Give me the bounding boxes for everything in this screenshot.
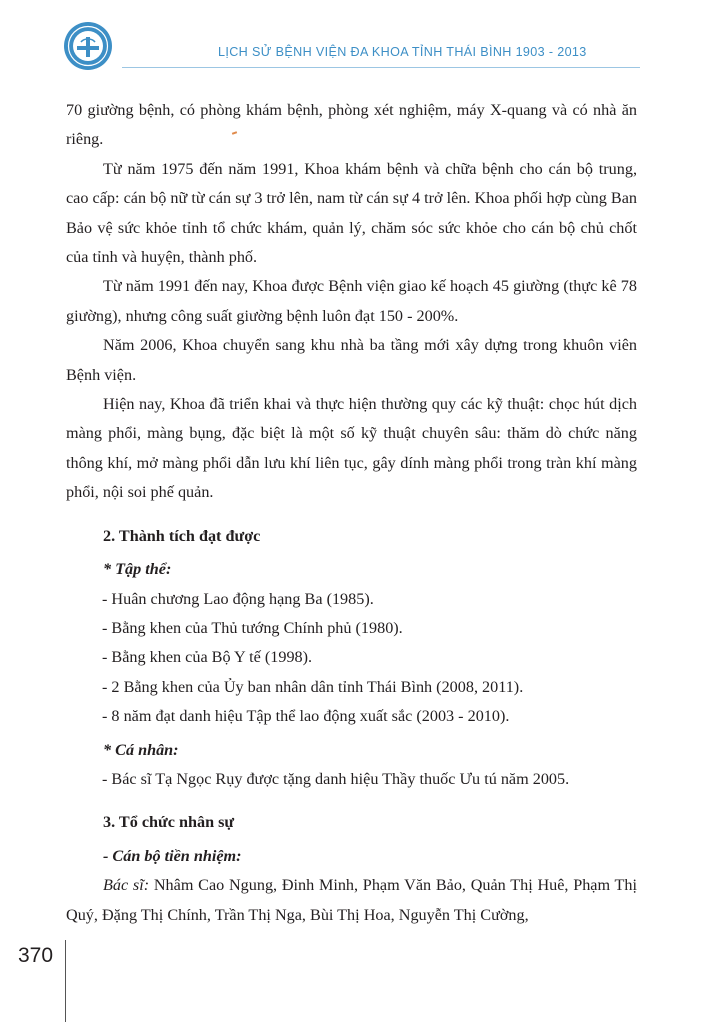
doctors-paragraph	[66, 871, 637, 930]
section-3-heading: 3. Tổ chức nhân sự	[103, 813, 235, 832]
collective-item: - Bằng khen của Bộ Y tế (1998).	[102, 648, 313, 667]
collective-item: - 8 năm đạt danh hiệu Tập thể lao động xuất sắc (2003 - 2010).	[102, 707, 510, 726]
collective-item: - Huân chương Lao động hạng Ba (1985).	[102, 589, 374, 608]
individual-item: - Bác sĩ Tạ Ngọc Rụy được tặng danh hiệu Thầy thuốc Ưu tú năm 2005.	[102, 769, 570, 788]
running-header-title: LỊCH SỬ BỆNH VIỆN ĐA KHOA TỈNH THÁI BÌNH 1903 - 2013	[218, 45, 587, 59]
page-body	[66, 96, 637, 930]
hospital-logo-icon	[62, 20, 114, 72]
paragraph-5: Hiện nay, Khoa đã triển khai và thực hiện thường quy các kỹ thuật: chọc hút dịch màng phổi, màng bụng, đặc biệt là một số kỹ thuật chuyên sâu: thăm dò chức năng thông khí, mở màng phổi dẫn lưu khí liên tục, gây dính màng phổi trong tràn khí màng phổi, nội soi phế quản.	[66, 395, 637, 502]
page-number: 370	[18, 944, 54, 967]
section-2-heading: 2. Thành tích đạt được	[103, 526, 261, 545]
paragraph-2: Từ năm 1975 đến năm 1991, Khoa khám bệnh và chữa bệnh cho cán bộ trung, cao cấp: cán bộ nữ từ cán sự 3 trở lên, nam từ cán sự 4 trở lên. Khoa phối hợp cùng Ban Bảo vệ sức khỏe tỉnh tổ chức khám, quản lý, chăm sóc sức khỏe cho cán bộ chủ chốt của tỉnh và huyện, thành phố.	[66, 159, 637, 267]
collective-label: * Tập thể:	[103, 560, 172, 579]
collective-item: - 2 Bằng khen của Ủy ban nhân dân tỉnh Thái Bình (2008, 2011).	[102, 677, 524, 696]
doctors-names: Nhâm Cao Ngung, Đinh Minh, Phạm Văn Bảo, Quản Thị Huê, Phạm Thị Quý, Đặng Thị Chính, Trần Thị Nga, Bùi Thị Hoa, Nguyễn Thị Cường,	[66, 876, 637, 924]
paragraph-1: 70 giường bệnh, có phòng khám bệnh, phòng xét nghiệm, máy X-quang và có nhà ăn riêng.	[66, 101, 637, 149]
doctors-label: Bác sĩ:	[103, 876, 150, 895]
individual-label: * Cá nhân:	[103, 740, 179, 759]
paragraph-3: Từ năm 1991 đến nay, Khoa được Bệnh viện giao kế hoạch 45 giường (thực kê 78 giường), nhưng công suất giường bệnh luôn đạt 150 - 200%.	[66, 277, 637, 325]
header-divider	[122, 67, 640, 68]
collective-item: - Bằng khen của Thủ tướng Chính phủ (1980).	[102, 618, 403, 637]
former-staff-label: - Cán bộ tiền nhiệm:	[103, 846, 242, 865]
paragraph-4: Năm 2006, Khoa chuyển sang khu nhà ba tầng mới xây dựng trong khuôn viên Bệnh viện.	[66, 336, 637, 384]
page-number-rule	[65, 940, 66, 1022]
